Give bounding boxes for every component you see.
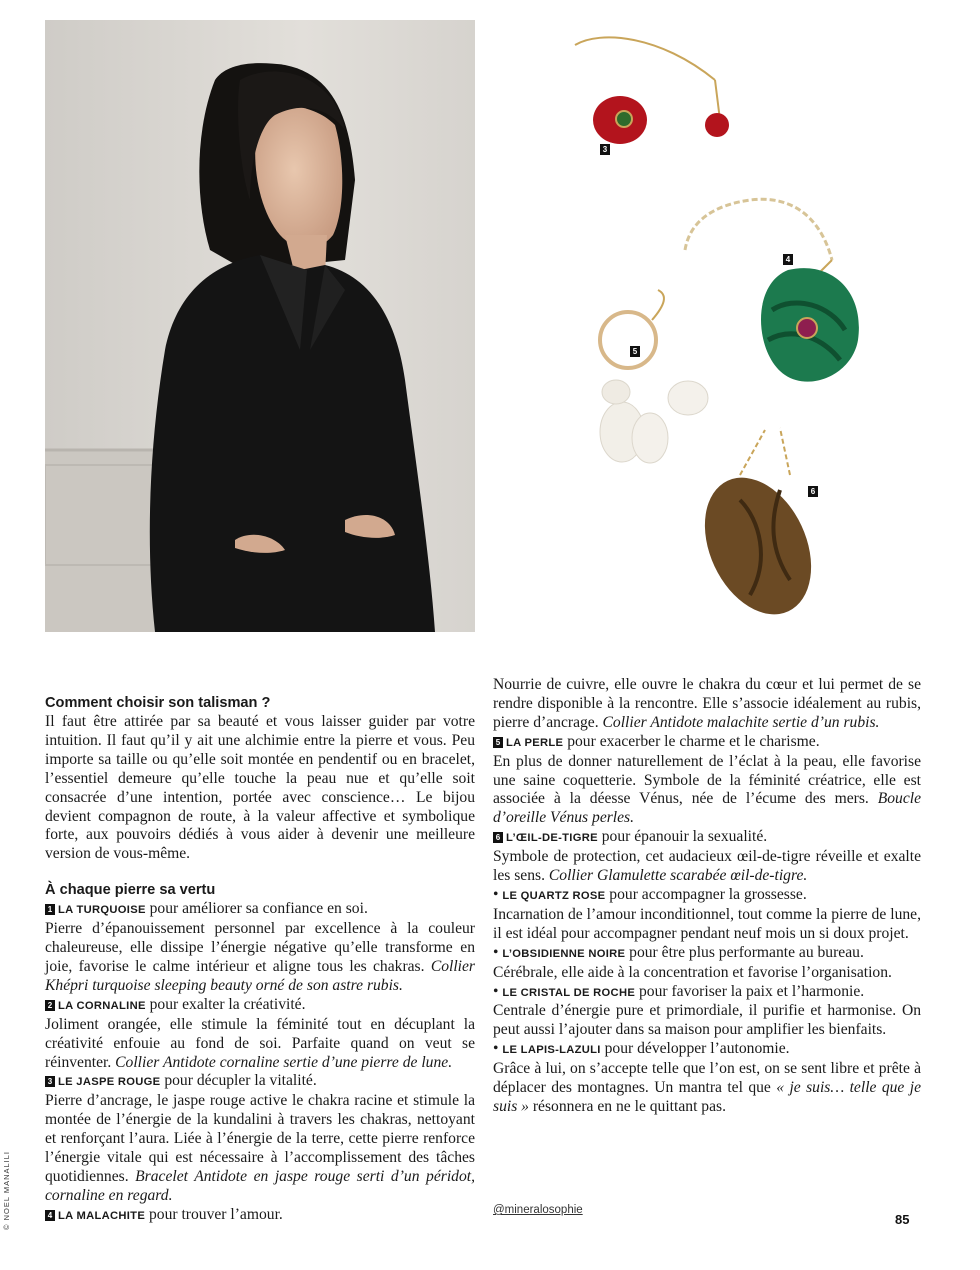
stone-desc-quartz-rose: Incarnation de l’amour inconditionnel, tout comme la pierre de lune, il est idéal pour accompagner pendant neuf mois un si doux projet. <box>493 905 921 942</box>
bullet: • <box>493 1040 499 1058</box>
stone-name: LA TURQUOISE <box>58 904 146 917</box>
figure-number-5: 5 <box>630 346 640 357</box>
stone-number: 1 <box>45 904 55 915</box>
stone-desc-lapis-lazuli <box>493 1060 921 1117</box>
stone-desc-malachite <box>493 676 921 733</box>
stone-entry-perle <box>493 733 921 753</box>
stone-desc-jaspe-rouge <box>45 1092 475 1205</box>
stone-number: 6 <box>493 832 503 843</box>
talisman-body: Il faut être attirée par sa beauté et vous laisser guider par votre intuition. Il faut qu’il y ait une alchimie entre la pierre et vous. Peu importe sa taille ou qu’elle soit montée en pendentif ou en bracelet, l’essentiel demeure qu’elle touche la peau nue et qu’elle soit consacrée d’une intention, portée avec conscience… Le bijou devient compagnon de route, à la valeur affective et symbolique forte, aux pouvoirs dédiés à vous aider à devenir une meilleure version de vous-même. <box>45 713 475 863</box>
stone-name: LE CRISTAL DE ROCHE <box>502 986 636 999</box>
page-number: 85 <box>895 1212 910 1227</box>
product-credit: Collier Antidote malachite sertie d’un rubis. <box>602 713 880 731</box>
figure-number-6: 6 <box>808 486 818 497</box>
stone-name: LE JASPE ROUGE <box>58 1076 161 1089</box>
photo-credit-text: © NOEL MANALILI <box>2 1150 11 1230</box>
stone-desc: Pierre d’épanouissement personnel par excellence à la couleur chaleureuse, elle dissipe l’énergie négative qu’elle transforme en joie, favorise le calme intérieur et aligne tous les chakras. <box>45 920 475 975</box>
stone-entry-lapis-lazuli <box>493 1040 921 1060</box>
stone-desc-turquoise <box>45 920 475 996</box>
stone-desc: Joliment orangée, elle stimule la féminité tout en décuplant la créativité enfouie au fond de soi. Parfaite quand on veut se réinventer. <box>45 1015 475 1071</box>
mantra-quote: « je suis… telle que je suis » <box>493 1079 921 1115</box>
stone-name: LE QUARTZ ROSE <box>502 889 606 902</box>
stone-purpose: pour exalter la créativité. <box>145 995 306 1013</box>
stone-desc-oeil-de-tigre <box>493 848 921 886</box>
stone-purpose: pour favoriser la paix et l’harmonie. <box>635 982 865 1000</box>
jewelry-photo <box>540 20 940 632</box>
product-credit: Collier Khépri turquoise sleeping beauty orné de son astre rubis. <box>45 957 475 994</box>
stone-purpose: pour développer l’autonomie. <box>600 1040 790 1058</box>
stone-desc: En plus de donner naturellement de l’éclat à la peau, elle favorise une saine coquetterie. Symbole de la féminité créatrice, elle est associée à la déesse Vénus, née de l’écume des mers. <box>493 752 921 808</box>
stone-name: LA PERLE <box>506 736 564 749</box>
stone-desc-tail: résonnera en ne le quittant pas. <box>528 1097 726 1115</box>
stone-entry-turquoise <box>45 900 475 920</box>
figure-number-3: 3 <box>600 144 610 155</box>
stone-entry-cornaline <box>45 996 475 1016</box>
section-heading-talisman: Comment choisir son talisman ? <box>45 695 271 711</box>
stone-desc: Symbole de protection, cet audacieux œil-de-tigre réveille et exalte les sens. <box>493 848 921 885</box>
bullet: • <box>493 885 499 903</box>
stone-entry-jaspe-rouge <box>45 1072 475 1092</box>
stone-desc-obsidienne: Cérébrale, elle aide à la concentration et favorise l’organisation. <box>493 963 892 981</box>
stone-desc-perle <box>493 753 921 829</box>
stone-number: 4 <box>45 1210 55 1221</box>
stone-entry-quartz-rose <box>493 886 921 906</box>
product-credit: Boucle d’oreille Vénus perles. <box>493 790 921 827</box>
product-credit: Bracelet Antidote en jaspe rouge serti d’un péridot, cornaline en regard. <box>45 1167 475 1204</box>
stone-entry-cristal-de-roche <box>493 983 921 1003</box>
stone-purpose: pour améliorer sa confiance en soi. <box>145 900 368 918</box>
stone-purpose: pour exacerber le charme et le charisme. <box>563 732 820 750</box>
portrait-photo <box>45 20 475 632</box>
stone-number: 2 <box>45 1000 55 1011</box>
stone-desc-cornaline <box>45 1016 475 1073</box>
figure-number-4: 4 <box>783 254 793 265</box>
stone-name: LE LAPIS-LAZULI <box>502 1044 601 1057</box>
stone-entry-obsidienne <box>493 944 921 964</box>
social-handle-link[interactable]: @mineralosophie <box>493 1204 583 1216</box>
bullet: • <box>493 943 499 961</box>
stone-name: L’OBSIDIENNE NOIRE <box>502 947 626 960</box>
jewelry-illustration <box>540 20 940 632</box>
portrait-illustration <box>45 20 475 632</box>
section-heading-vertu: À chaque pierre sa vertu <box>45 882 216 899</box>
bullet: • <box>493 982 499 1000</box>
stone-name: L’ŒIL-DE-TIGRE <box>506 832 598 845</box>
stone-purpose: pour trouver l’amour. <box>145 1205 283 1223</box>
stone-desc: Grâce à lui, on s’accepte telle que l’on est, on se sent libre et prête à déplacer des montagnes. Un mantra tel que <box>493 1060 921 1097</box>
stone-entry-malachite <box>45 1206 475 1226</box>
left-column <box>45 694 475 1226</box>
stone-purpose: pour épanouir la sexualité. <box>597 828 768 846</box>
stone-name: LA MALACHITE <box>58 1209 146 1222</box>
stone-purpose: pour être plus performante au bureau. <box>625 943 864 961</box>
stone-name: LA CORNALINE <box>58 999 146 1012</box>
product-credit: Collier Antidote cornaline sertie d’une pierre de lune. <box>115 1053 453 1071</box>
stone-number: 5 <box>493 737 503 748</box>
stone-purpose: pour décupler la vitalité. <box>160 1072 317 1090</box>
product-credit: Collier Glamulette scarabée œil-de-tigre. <box>548 867 808 885</box>
photo-credit <box>2 1140 14 1230</box>
stone-entry-oeil-de-tigre <box>493 828 921 848</box>
stone-number: 3 <box>45 1076 55 1087</box>
stone-purpose: pour accompagner la grossesse. <box>605 885 807 903</box>
stone-desc: Nourrie de cuivre, elle ouvre le chakra du cœur et lui permet de se rendre disponible à la rencontre. Elle s’associe idéalement au rubis, pierre d’ancrage. <box>493 676 921 731</box>
right-column <box>493 676 921 1117</box>
stone-desc-cristal-de-roche: Centrale d’énergie pure et primordiale, il purifie et harmonise. On peut aussi l’ajouter dans sa maison pour amplifier les bienfaits. <box>493 1002 921 1039</box>
stone-desc: Pierre d’ancrage, le jaspe rouge active le chakra racine et stimule la montée de l’énergie de la kundalini à travers les chakras, nettoyant et renforçant l’aura. Liée à l’énergie de la terre, cette pierre renforce l’énergie vitale qui est nécessaire à l’accomplissement des tâches quotidiennes. <box>45 1092 475 1185</box>
